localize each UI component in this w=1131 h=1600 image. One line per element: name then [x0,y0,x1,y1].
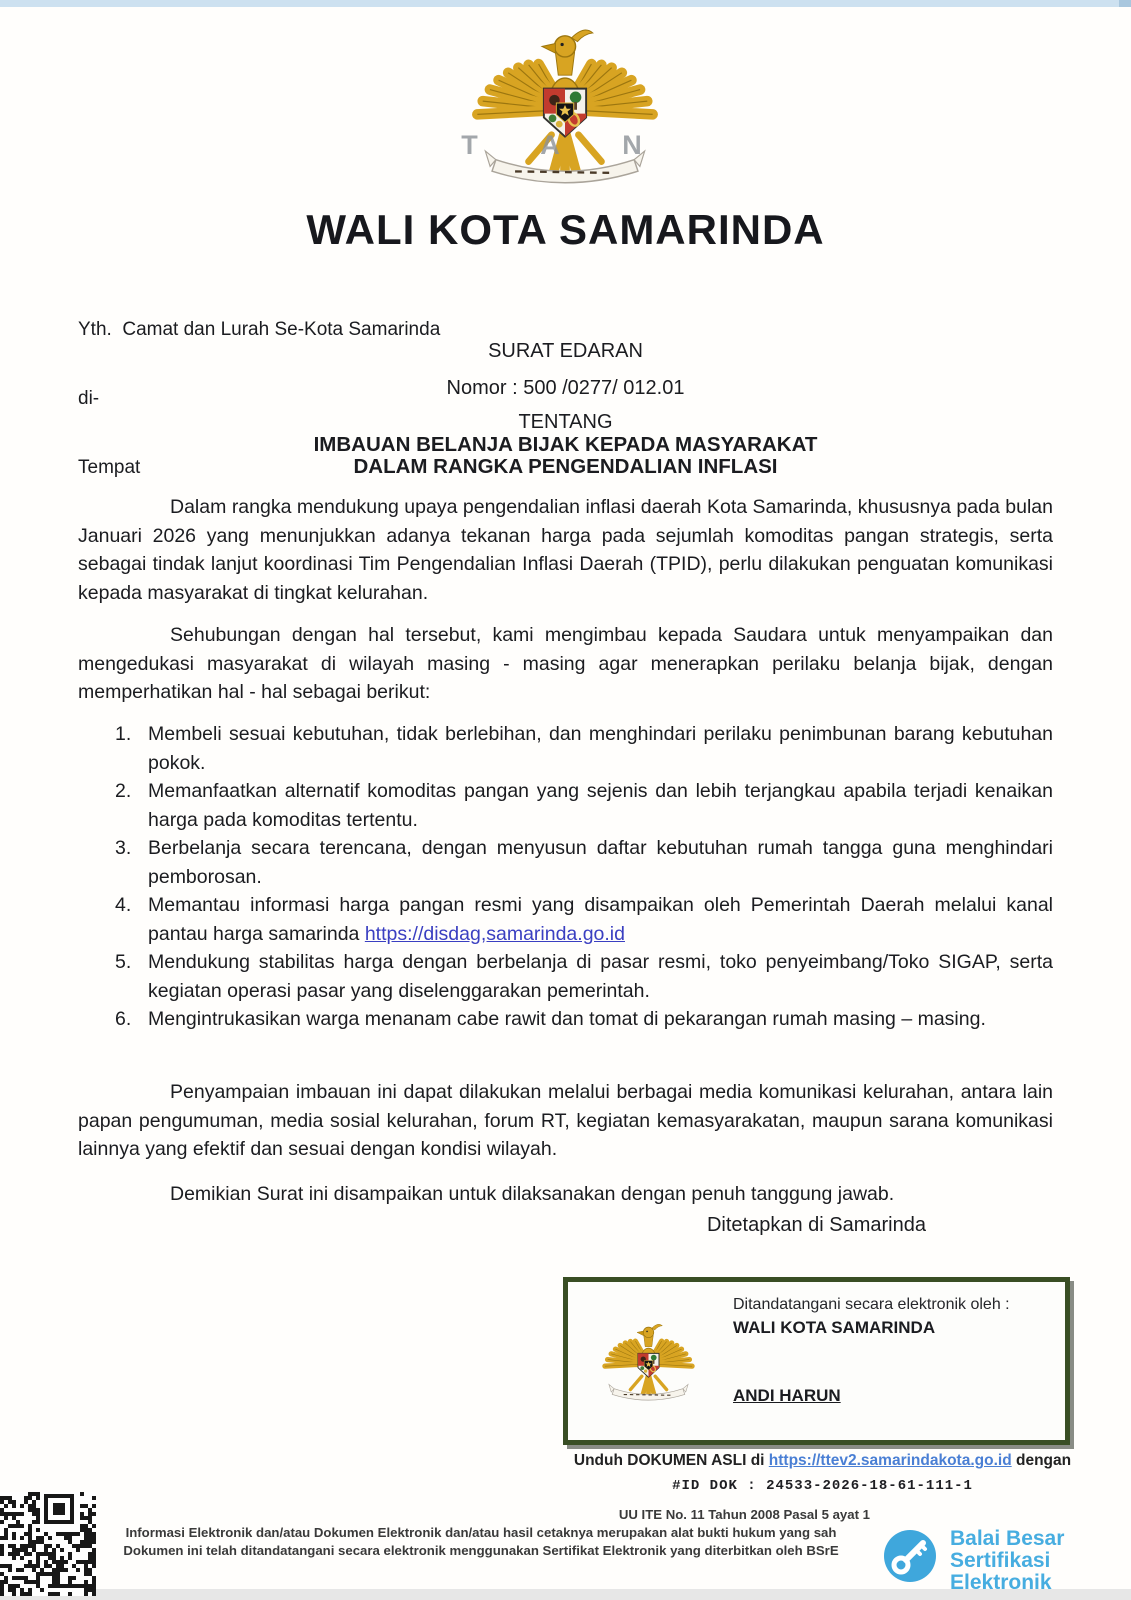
paragraph: Demikian Surat ini disampaikan untuk dilaksanakan dengan penuh tanggung jawab. [170,1183,895,1205]
bsre-key-icon [882,1528,938,1584]
top-blue-bar [0,0,1131,7]
disclaimer-line: Dokumen ini telah ditandatangani secara elektronik menggunakan Sertifikat Elektronik yang diterbitkan oleh BSrE [123,1543,839,1558]
bsre-logo-text [950,1528,1064,1594]
recipient-line: di- [78,388,100,409]
signed-by-title: WALI KOTA SAMARINDA [733,1318,936,1337]
download-suffix: dengan [1011,1452,1072,1469]
list-item-text: Mendukung stabilitas harga dengan berbelanja di pasar resmi, toko penyeimbang/Toko SIGAP, serta kegiatan operasi pasar yang diselenggarakan pemerintah. [148,951,1053,1002]
legal-footer [92,1506,870,1560]
closing-paragraph-wrap [78,1078,1053,1180]
list-item-number: 3. [115,837,132,859]
doc-type: SURAT EDARAN [488,340,643,362]
garuda-pancasila-icon [596,1291,701,1431]
doc-id-line: #ID DOK : 24533-2026-18-61-111-1 [672,1478,973,1494]
letter-body [78,340,1053,1209]
bsre-text-line: Elektronik [950,1571,1052,1594]
list-item-text-prefix: Memantau informasi harga pangan resmi yang disampaikan oleh Pemerintah Daerah melalui kanal pantau harga samarinda [148,894,1053,945]
qr-code-icon [0,1492,96,1596]
signed-by-label: Ditandatangani secara elektronik oleh : [733,1296,1010,1313]
signer-name: ANDI HARUN [733,1386,841,1405]
bsre-text-line: Balai Besar [950,1527,1065,1550]
about-title-line2: DALAM RANGKA PENGENDALIAN INFLASI [353,455,778,478]
opening-paragraphs [78,493,1053,720]
signature-place-line: Ditetapkan di Samarinda [706,1214,926,1236]
list-item-number: 5. [115,951,132,973]
watermark-text: T A N [461,130,670,160]
paragraph: Penyampaian imbauan ini dapat dilakukan melalui berbagai media komunikasi kelurahan, antara lain papan pengumuman, media sosial kelurahan, forum RT, kegiatan kemasyarakatan, maupun sarana komunikasi lainnya yang efektif dan sesuai dengan kondisi wilayah. [78,1081,1053,1160]
list-item [78,1005,1053,1034]
list-item-number: 6. [115,1008,132,1030]
download-original-line [540,1452,1105,1470]
list-item [78,777,1053,834]
download-prefix: Unduh DOKUMEN ASLI di [573,1452,769,1469]
list-item-text: Membeli sesuai kebutuhan, tidak berlebihan, dan menghindari perilaku penimbunan barang kebutuhan pokok. [148,723,1053,774]
about-label: TENTANG [518,411,613,433]
list-item [78,834,1053,891]
list-item-text [148,891,1053,948]
list-item [78,948,1053,1005]
bsre-text-line: Sertifikasi [950,1549,1051,1572]
recipient-line: Tempat [78,457,141,478]
numbered-list [78,720,1053,1078]
garuda-pancasila-icon [450,8,680,200]
list-item-number: 2. [115,780,132,802]
doc-number: Nomor : 500 /0277/ 012.01 [446,377,685,399]
top-bar-corner [1119,0,1131,7]
page-title: WALI KOTA SAMARINDA [306,206,825,253]
bsre-logo [882,1528,1064,1594]
paragraph: Sehubungan dengan hal tersebut, kami mengimbau kepada Saudara untuk menyampaikan dan mengedukasi masyarakat di wilayah masing - masing agar menerapkan perilaku belanja bijak, dengan memperhatikan hal - hal sebagai berikut: [78,624,1053,703]
ttev2-verification-link[interactable]: https://ttev2.samarindakota.go.id [768,1452,1012,1469]
list-item-text: Mengintrukasikan warga menanam cabe rawit dan tomat di pekarangan rumah masing – masing. [148,1008,986,1030]
law-reference-line: UU ITE No. 11 Tahun 2008 Pasal 5 ayat 1 [618,1507,870,1522]
about-title-line1: IMBAUAN BELANJA BIJAK KEPADA MASYARAKAT [313,433,818,456]
electronic-signature-box [563,1277,1070,1445]
paragraph: Dalam rangka mendukung upaya pengendalian inflasi daerah Kota Samarinda, khususnya pada bulan Januari 2026 yang menunjukkan adanya tekanan harga pada sejumlah komoditas pangan strategis, serta sebagai tindak lanjut koordinasi Tim Pengendalian Inflasi Daerah (TPID), perlu dilakukan penguatan komunikasi kepada masyarakat di tingkat kelurahan. [78,496,1053,604]
subject-headings [78,340,1053,493]
list-item-text: Memanfaatkan alternatif komoditas pangan yang sejenis dan lebih terjangkau apabila terjadi kenaikan harga pada komoditas tertentu. [148,780,1053,831]
list-item [78,891,1053,948]
list-item-number: 4. [115,894,132,916]
list-item-text: Berbelanja secara terencana, dengan menyusun daftar kebutuhan rumah tangga guna menghindari pemborosan. [148,837,1053,888]
recipient-line: Yth. Camat dan Lurah Se-Kota Samarinda [78,319,441,340]
list-item-number: 1. [115,723,132,745]
disclaimer-line: Informasi Elektronik dan/atau Dokumen Elektronik dan/atau hasil cetaknya merupakan alat bukti hukum yang sah [125,1525,837,1540]
disdag-price-link[interactable]: https://disdag,samarinda.go.id [364,922,625,945]
list-item [78,720,1053,777]
